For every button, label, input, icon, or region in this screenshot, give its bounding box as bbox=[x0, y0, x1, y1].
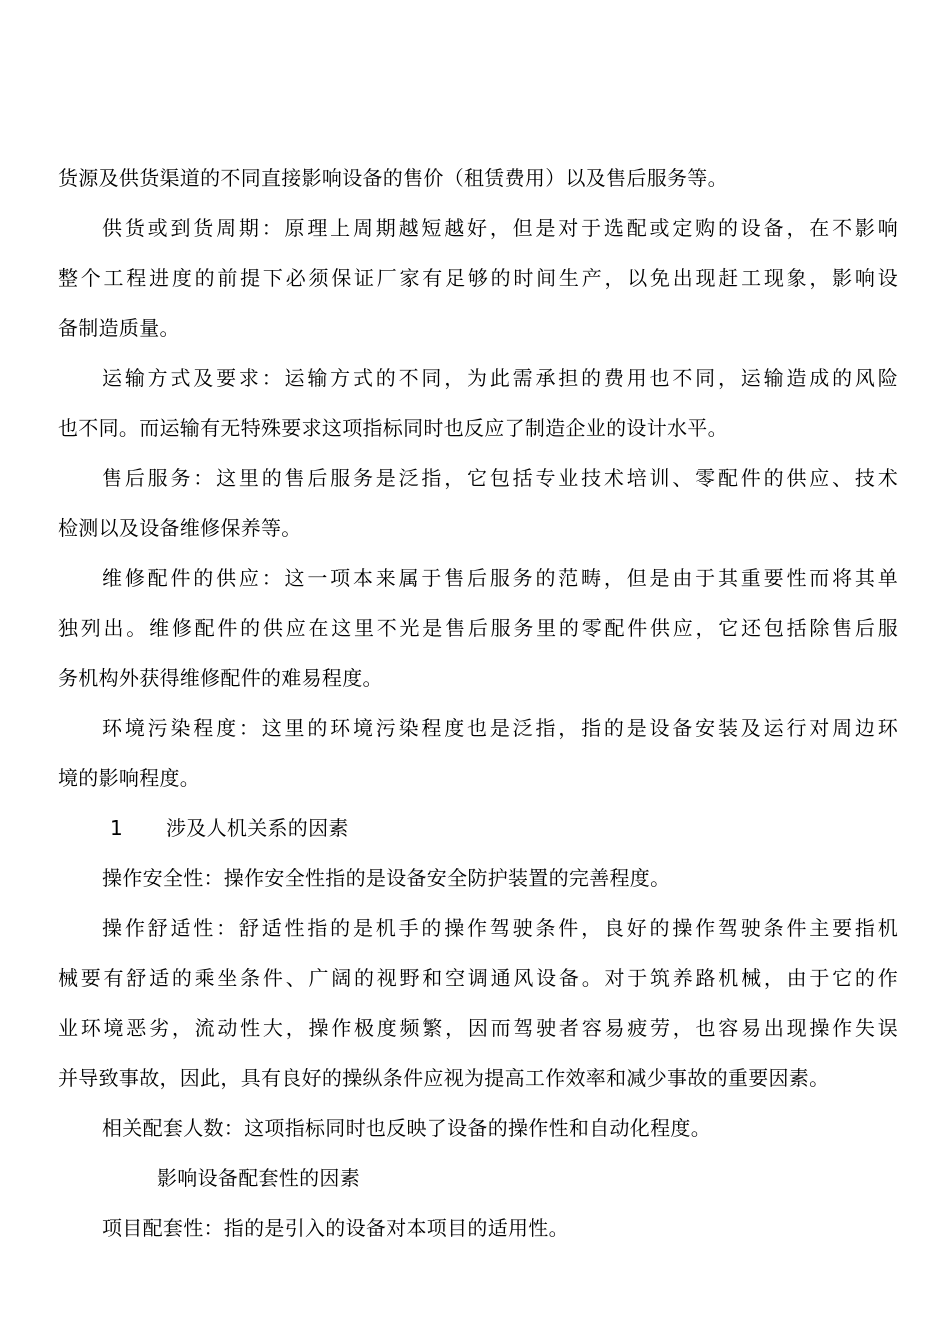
paragraph-line: 境的影响程度。 bbox=[58, 766, 201, 790]
paragraph-line: 检测以及设备维修保养等。 bbox=[58, 516, 302, 540]
paragraph-line: 操作舒适性：舒适性指的是机手的操作驾驶条件，良好的操作驾驶条件主要指机 bbox=[102, 916, 898, 940]
paragraph-line: 业环境恶劣，流动性大，操作极度频繁，因而驾驶者容易疲劳，也容易出现操作失误 bbox=[58, 1016, 898, 1040]
paragraph-line: 械要有舒适的乘坐条件、广阔的视野和空调通风设备。对于筑养路机械，由于它的作 bbox=[58, 966, 898, 990]
paragraph-line: 操作安全性：操作安全性指的是设备安全防护装置的完善程度。 bbox=[102, 866, 671, 890]
paragraph-line: 备制造质量。 bbox=[58, 316, 180, 340]
paragraph-line: 也不同。而运输有无特殊要求这项指标同时也反应了制造企业的设计水平。 bbox=[58, 416, 728, 440]
section-title: 涉及人机关系的因素 bbox=[166, 816, 349, 840]
paragraph-line: 货源及供货渠道的不同直接影响设备的售价（租赁费用）以及售后服务等。 bbox=[58, 166, 728, 190]
paragraph-line: 供货或到货周期：原理上周期越短越好，但是对于选配或定购的设备，在不影响 bbox=[102, 216, 898, 240]
section-title: 影响设备配套性的因素 bbox=[157, 1166, 360, 1190]
paragraph-line: 并导致事故，因此，具有良好的操纵条件应视为提高工作效率和减少事故的重要因素。 bbox=[58, 1066, 830, 1090]
paragraph-line: 独列出。维修配件的供应在这里不光是售后服务里的零配件供应，它还包括除售后服 bbox=[58, 616, 898, 640]
paragraph-line: 整个工程进度的前提下必须保证厂家有足够的时间生产，以免出现赶工现象，影响设 bbox=[58, 266, 898, 290]
paragraph-line: 项目配套性：指的是引入的设备对本项目的适用性。 bbox=[102, 1216, 569, 1240]
paragraph-line: 售后服务：这里的售后服务是泛指，它包括专业技术培训、零配件的供应、技术 bbox=[102, 466, 898, 490]
paragraph-line: 维修配件的供应：这一项本来属于售后服务的范畴，但是由于其重要性而将其单 bbox=[102, 566, 898, 590]
paragraph-line: 环境污染程度：这里的环境污染程度也是泛指，指的是设备安装及运行对周边环 bbox=[102, 716, 898, 740]
paragraph-line: 务机构外获得维修配件的难易程度。 bbox=[58, 666, 383, 690]
paragraph-line: 相关配套人数：这项指标同时也反映了设备的操作性和自动化程度。 bbox=[102, 1116, 711, 1140]
paragraph-line: 运输方式及要求：运输方式的不同，为此需承担的费用也不同，运输造成的风险 bbox=[102, 366, 898, 390]
section-number: 1 bbox=[110, 816, 124, 840]
